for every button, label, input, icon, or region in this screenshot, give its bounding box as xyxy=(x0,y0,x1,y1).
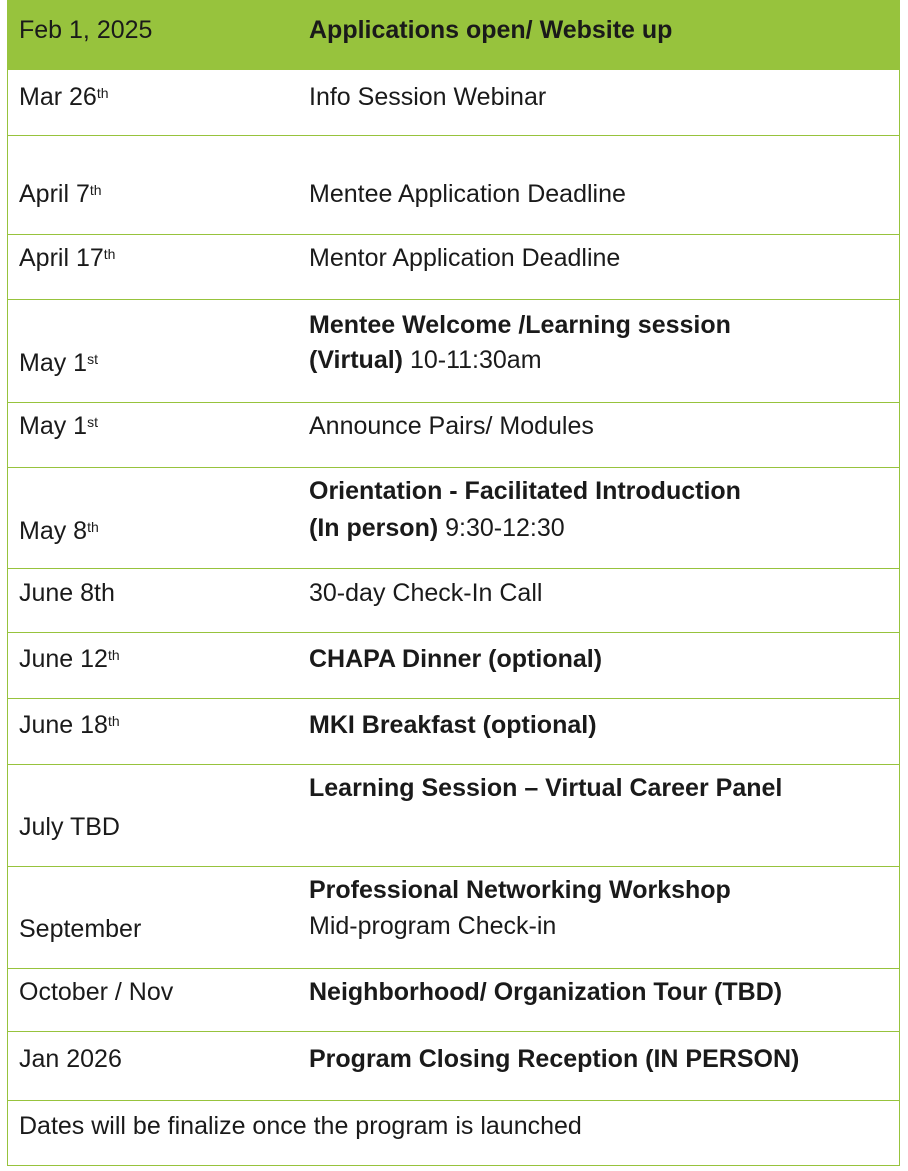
row-event-title: Mentee Welcome /Learning session xyxy=(309,311,731,339)
row-date: June 8th xyxy=(19,579,115,607)
row-date: May 1st xyxy=(19,349,98,377)
row-event: Neighborhood/ Organization Tour (TBD) xyxy=(309,978,783,1006)
footer-note: Dates will be finalize once the program is launched xyxy=(19,1112,582,1140)
table-row xyxy=(8,403,899,468)
row-date: Mar 26th xyxy=(19,83,109,111)
row-date: June 18th xyxy=(19,711,120,739)
row-event: Mentor Application Deadline xyxy=(309,244,621,272)
row-event-detail: Mid-program Check-in xyxy=(309,912,557,940)
header-date: Feb 1, 2025 xyxy=(19,16,153,44)
table-row xyxy=(8,633,899,699)
row-event-title: Orientation - Facilitated Introduction xyxy=(309,477,741,505)
row-event-detail: (In person) 9:30-12:30 xyxy=(309,514,565,542)
row-date: September xyxy=(19,915,142,943)
row-event-title: Professional Networking Workshop xyxy=(309,876,731,904)
table-row xyxy=(8,765,899,867)
footer-note-row xyxy=(8,1101,899,1166)
table-row xyxy=(8,136,899,235)
row-event: Mentee Application Deadline xyxy=(309,180,626,208)
table-header-row xyxy=(8,0,899,70)
table-row xyxy=(8,969,899,1032)
row-event: Program Closing Reception (IN PERSON) xyxy=(309,1045,800,1073)
row-date: May 1st xyxy=(19,412,98,440)
table-row xyxy=(8,468,899,569)
row-date: Jan 2026 xyxy=(19,1045,122,1073)
row-event-detail: (Virtual) 10-11:30am xyxy=(309,346,542,374)
table-row xyxy=(8,867,899,969)
table-row xyxy=(8,569,899,633)
row-event: Info Session Webinar xyxy=(309,83,547,111)
row-date: May 8th xyxy=(19,517,99,545)
row-date: October / Nov xyxy=(19,978,174,1006)
row-event: MKI Breakfast (optional) xyxy=(309,711,597,739)
table-row xyxy=(8,70,899,136)
row-event: Announce Pairs/ Modules xyxy=(309,412,594,440)
row-date: April 17th xyxy=(19,244,116,272)
table-row xyxy=(8,699,899,765)
row-date: April 7th xyxy=(19,180,102,208)
row-event: 30-day Check-In Call xyxy=(309,579,543,607)
schedule-table xyxy=(7,0,900,1166)
header-event: Applications open/ Website up xyxy=(309,16,673,44)
row-event: Learning Session – Virtual Career Panel xyxy=(309,774,783,802)
table-row xyxy=(8,300,899,403)
table-row xyxy=(8,1032,899,1101)
row-date: July TBD xyxy=(19,813,120,841)
row-event: CHAPA Dinner (optional) xyxy=(309,645,603,673)
row-date: June 12th xyxy=(19,645,120,673)
table-row xyxy=(8,235,899,300)
